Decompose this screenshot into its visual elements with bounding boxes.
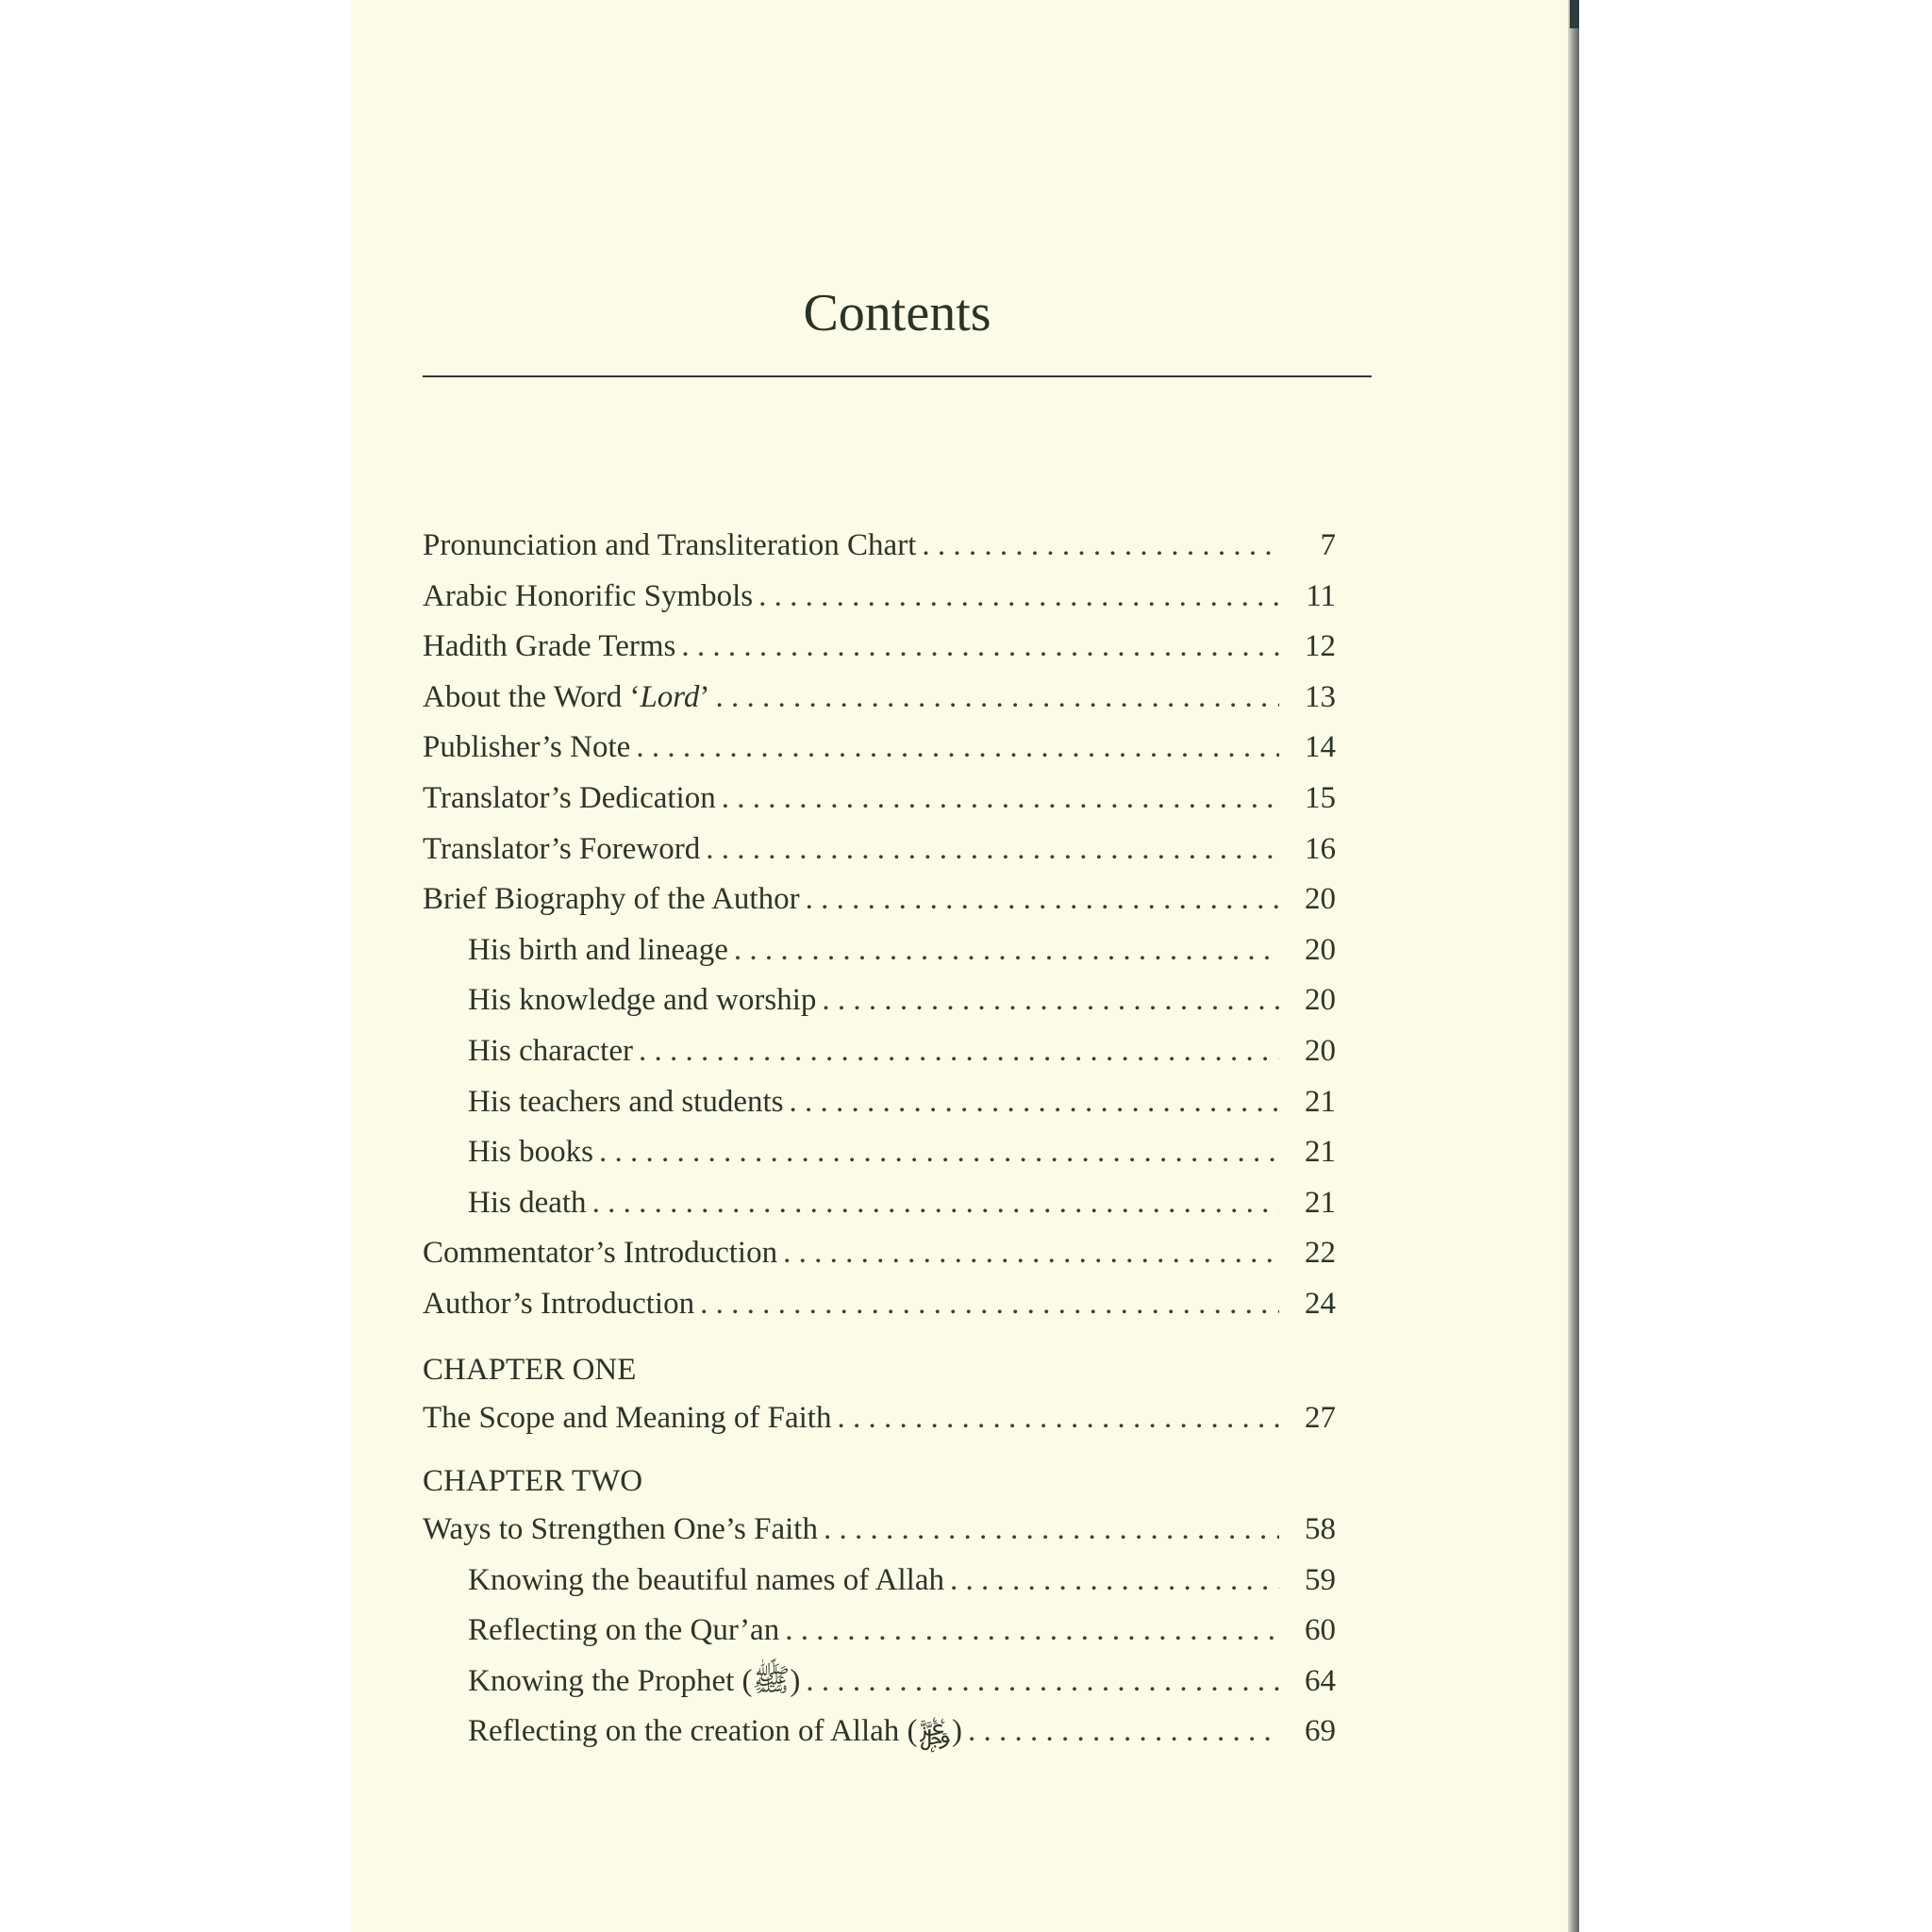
page-title: Contents: [803, 284, 991, 342]
dot-leader: [706, 826, 1279, 872]
toc-entry-label: [468, 1708, 962, 1754]
toc-entry-page: 64: [1305, 1663, 1336, 1698]
toc-entry: [423, 624, 1336, 675]
toc-subentry: [423, 1658, 1336, 1709]
dot-leader: [681, 624, 1279, 669]
toc-entry-page: 58: [1305, 1512, 1336, 1547]
toc-entry-label: The Scope and Meaning of Faith: [423, 1400, 832, 1435]
dot-leader: [700, 1281, 1279, 1326]
dot-leader: [599, 1129, 1279, 1174]
dot-leader: [639, 1028, 1279, 1074]
toc-entry: [423, 523, 1336, 574]
chapter-heading: [423, 1458, 1336, 1507]
toc-entry-label: His books: [468, 1135, 593, 1170]
toc-entry-label: Brief Biography of the Author: [423, 882, 800, 917]
page-edge: [1568, 0, 1579, 1932]
toc-entry-page: 24: [1305, 1286, 1336, 1321]
dot-leader: [636, 724, 1279, 770]
label-italic: Lord: [640, 679, 700, 714]
dot-leader: [922, 523, 1279, 568]
title-rule: [423, 375, 1372, 377]
label-text: About the Word ‘: [423, 679, 641, 714]
toc-entry-label: Reflecting on the Qur’an: [468, 1613, 780, 1648]
dot-leader: [822, 977, 1279, 1023]
toc-entry-label: His character: [468, 1033, 633, 1068]
toc-subentry: [423, 977, 1336, 1028]
table-of-contents: [423, 523, 1336, 1759]
toc-entry-label: Arabic Honorific Symbols: [423, 578, 754, 613]
dot-leader: [758, 574, 1279, 619]
toc-entry: [423, 876, 1336, 927]
toc-subentry: [423, 1557, 1336, 1608]
toc-entry-page: 20: [1305, 932, 1336, 967]
chapter-one-heading: CHAPTER ONE: [423, 1352, 637, 1387]
toc-entry-label: Pronunciation and Transliteration Chart: [423, 528, 917, 562]
toc-entry: [423, 1395, 1336, 1446]
toc-subentry: [423, 1079, 1336, 1130]
toc-entry-page: 12: [1305, 629, 1336, 664]
toc-entry: [423, 1281, 1336, 1332]
spacer: [423, 1332, 1336, 1347]
toc-subentry: [423, 1129, 1336, 1180]
honorific-symbol: ﷿: [917, 1714, 953, 1749]
label-text: ): [952, 1714, 963, 1749]
spacer: [423, 1445, 1336, 1458]
toc-entry-label: His birth and lineage: [468, 932, 728, 967]
toc-entry-page: 69: [1305, 1714, 1336, 1749]
toc-entry-label: Hadith Grade Terms: [423, 629, 676, 664]
toc-subentry: [423, 1607, 1336, 1658]
toc-entry: [423, 775, 1336, 826]
toc-subentry: [423, 927, 1336, 978]
label-text: ): [790, 1663, 801, 1698]
toc-entry-page: 20: [1305, 882, 1336, 917]
label-text: Knowing the Prophet (: [468, 1663, 753, 1698]
toc-entry: [423, 675, 1336, 725]
toc-entry-page: 14: [1305, 730, 1336, 765]
dot-leader: [968, 1708, 1279, 1754]
toc-entry-page: 59: [1305, 1562, 1336, 1597]
toc-subentry: [423, 1180, 1336, 1231]
toc-entry-label: Translator’s Foreword: [423, 831, 701, 866]
toc-entry: [423, 826, 1336, 877]
toc-entry-label: His knowledge and worship: [468, 983, 817, 1018]
chapter-two-heading: CHAPTER TWO: [423, 1464, 643, 1499]
label-text: Reflecting on the creation of Allah (: [468, 1714, 918, 1749]
toc-subentry: [423, 1028, 1336, 1079]
cover-edge: [1570, 0, 1579, 28]
toc-entry-page: 21: [1305, 1185, 1336, 1220]
toc-entry-page: 11: [1306, 578, 1336, 613]
toc-entry-label: Commentator’s Introduction: [423, 1236, 778, 1271]
dot-leader: [950, 1557, 1279, 1603]
honorific-symbol: ﷺ: [752, 1663, 791, 1698]
label-text: ’: [699, 679, 710, 714]
dot-leader: [715, 675, 1279, 720]
toc-entry-page: 21: [1305, 1084, 1336, 1119]
dot-leader: [824, 1507, 1279, 1552]
toc-entry-page: 15: [1305, 780, 1336, 815]
dot-leader: [783, 1230, 1279, 1275]
toc-entry: [423, 574, 1336, 625]
toc-entry-page: 21: [1305, 1135, 1336, 1170]
dot-leader: [837, 1395, 1279, 1441]
dot-leader: [592, 1180, 1279, 1225]
dot-leader: [722, 775, 1279, 821]
dot-leader: [785, 1607, 1279, 1653]
toc-entry-page: 20: [1305, 1033, 1336, 1068]
toc-entry-label: His death: [468, 1185, 587, 1220]
toc-entry-page: 60: [1305, 1613, 1336, 1648]
toc-entry-page: 22: [1305, 1236, 1336, 1271]
toc-entry: [423, 724, 1336, 775]
toc-entry-label: Publisher’s Note: [423, 730, 631, 765]
toc-entry-label: Ways to Strengthen One’s Faith: [423, 1512, 818, 1547]
toc-entry-page: 7: [1320, 528, 1336, 562]
toc-entry-page: 20: [1305, 983, 1336, 1018]
toc-entry: [423, 1230, 1336, 1281]
toc-entry-page: 13: [1305, 679, 1336, 714]
toc-entry-label: [423, 675, 709, 720]
toc-entry-label: Author’s Introduction: [423, 1286, 695, 1321]
toc-subentry: [423, 1708, 1336, 1759]
toc-entry-label: His teachers and students: [468, 1084, 784, 1119]
toc-entry-page: 16: [1305, 831, 1336, 866]
dot-leader: [734, 927, 1279, 973]
dot-leader: [790, 1079, 1280, 1124]
toc-entry-page: 27: [1305, 1400, 1336, 1435]
chapter-heading: [423, 1347, 1336, 1395]
dot-leader: [806, 876, 1279, 922]
dot-leader: [806, 1658, 1279, 1704]
toc-entry-label: Knowing the beautiful names of Allah: [468, 1562, 944, 1597]
toc-entry: [423, 1507, 1336, 1557]
toc-entry-label: Translator’s Dedication: [423, 780, 716, 815]
toc-entry-label: [468, 1658, 800, 1704]
